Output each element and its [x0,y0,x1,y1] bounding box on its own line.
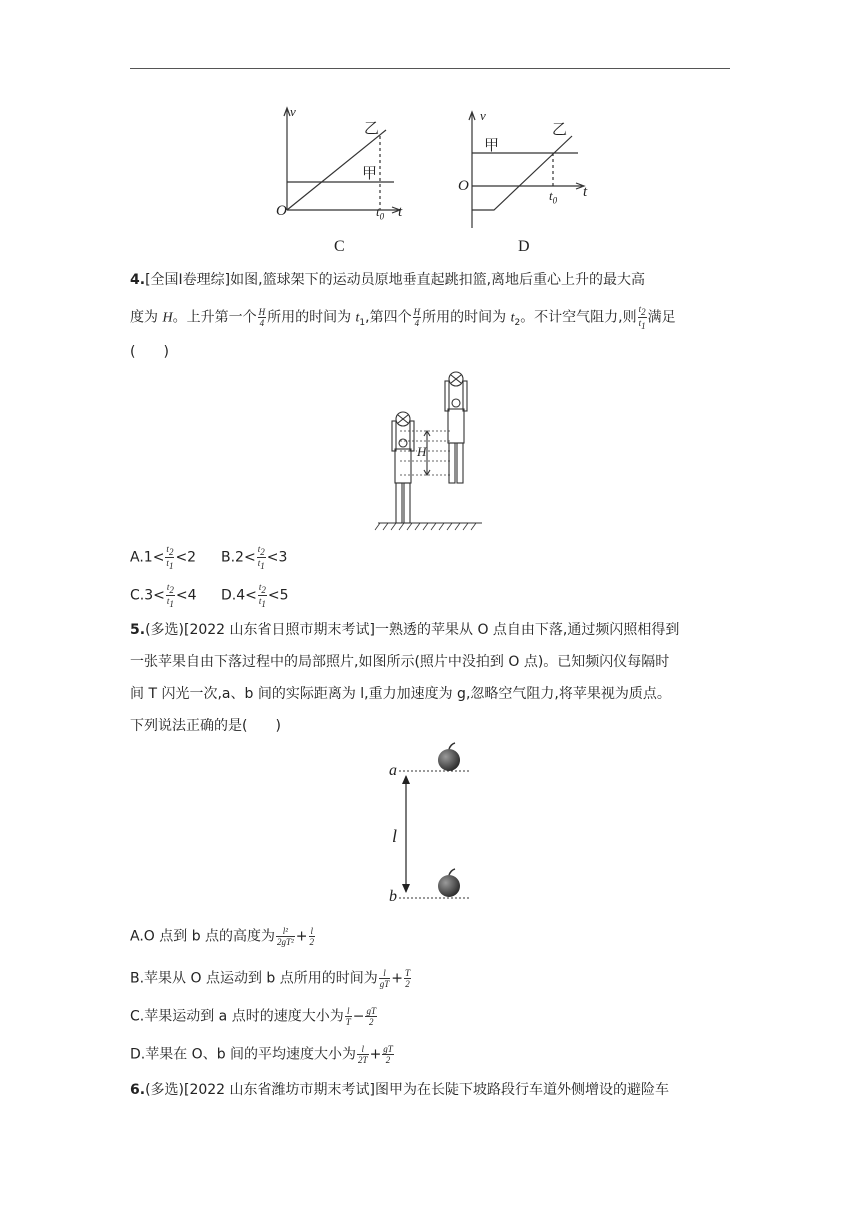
q4-basketball-figure [370,365,490,535]
graph-d-yi-label: 乙 [552,122,568,138]
q5-option-a[interactable]: A.O 点到 b 点的高度为 $\frac{\text{l²}}{\text{2gT²}}$ + $\frac{l}{2}$ [130,926,314,947]
q4-figure-H-label: H [417,444,427,459]
graph-c [270,100,420,260]
q6-number: 6. [130,1082,146,1098]
graph-d-t-label: t [583,184,588,200]
q5-line-1: 5.(多选)[2022 山东省日照市期末考试]一熟透的苹果从 O 点自由下落,通过频闪照相得到 [130,622,680,638]
q5-apple-b-icon [438,869,460,897]
q5-option-c[interactable]: C.苹果运动到 a 点时的速度大小为 $\frac{l}{T}$ − $\frac{gT}{2}$ [130,1006,376,1027]
q5-option-d[interactable]: D.苹果在 O、b 间的平均速度大小为 $\frac{l}{2T}$ + $\frac{gT}{2}$ [130,1044,393,1065]
q5-line-4: 下列说法正确的是( ) [130,718,281,734]
graph-c-t-label: t [398,204,403,220]
q5-number: 5. [130,622,146,638]
graph-d-panel-label: D [518,238,530,255]
graph-c-v-label: v [290,104,296,119]
q4-option-b[interactable]: B.2< $\frac{t2}{t1}$ <3 [221,544,288,571]
q5-line-3: 间 T 闪光一次,a、b 间的实际距离为 l,重力加速度为 g,忽略空气阻力,将苹果视为质点。 [130,686,671,702]
graph-d-v-label: v [480,108,486,123]
q4-frac-H4-b: $\frac{H}{4}$ [413,306,421,328]
q5-figure-l-label: l [392,826,398,846]
q4-line-1: 4.[全国Ⅰ卷理综]如图,篮球架下的运动员原地垂直起跳扣篮,离地后重心上升的最大高 [130,272,646,288]
graph-c-panel-label: C [334,238,345,255]
graph-d-t0-label: $t_0$ [549,188,558,206]
q4-frac-H4: $\frac{H}{4}$ [258,306,266,328]
q6-line-1: 6.(多选)[2022 山东省潍坊市期末考试]图甲为在长陡下坡路段行车道外侧增设的避险车 [130,1082,669,1098]
q5-apple-figure [385,740,475,910]
q5-apple-a-icon [438,743,460,771]
q5-line-2: 一张苹果自由下落过程中的局部照片,如图所示(照片中没拍到 O 点)。已知频闪仪每隔时 [130,654,670,670]
q5-option-b[interactable]: B.苹果从 O 点运动到 b 点所用的时间为 $\frac{l}{gT}$ + $\frac{T}{2}$ [130,968,411,989]
q4-option-d[interactable]: D.4< $\frac{t2}{t1}$ <5 [221,582,289,609]
q4-option-a[interactable]: A.1< $\frac{t2}{t1}$ <2 [130,544,197,571]
q4-line-3: ( ) [130,344,169,360]
q4-number: 4. [130,272,146,288]
graph-d-jia-label: 甲 [484,138,500,154]
graph-c-jia-label: 甲 [362,166,378,182]
graph-d [450,100,600,260]
q5-figure-a-label: a [389,762,397,779]
graph-c-origin-label: O [276,203,287,219]
q4-line-2: 度为 H。上升第一个 $\frac{H}{4}$ 所用的时间为 $t_1$,第四个 $\frac{H}{4}$ 所用的时间为 $t_2$。不计空气阻力,则 $\frac{t2}{t1}$ 满足 [130,304,676,331]
q4-frac-t2t1: $\frac{t2}{t1}$ [638,304,646,331]
graph-c-yi-label: 乙 [364,121,380,137]
header-rule [130,68,730,69]
q4-option-c[interactable]: C.3< $\frac{t2}{t1}$ <4 [130,582,197,609]
graph-d-origin-label: O [458,178,469,194]
graph-c-t0-label: $t_0$ [376,204,385,222]
q5-figure-b-label: b [389,888,397,905]
